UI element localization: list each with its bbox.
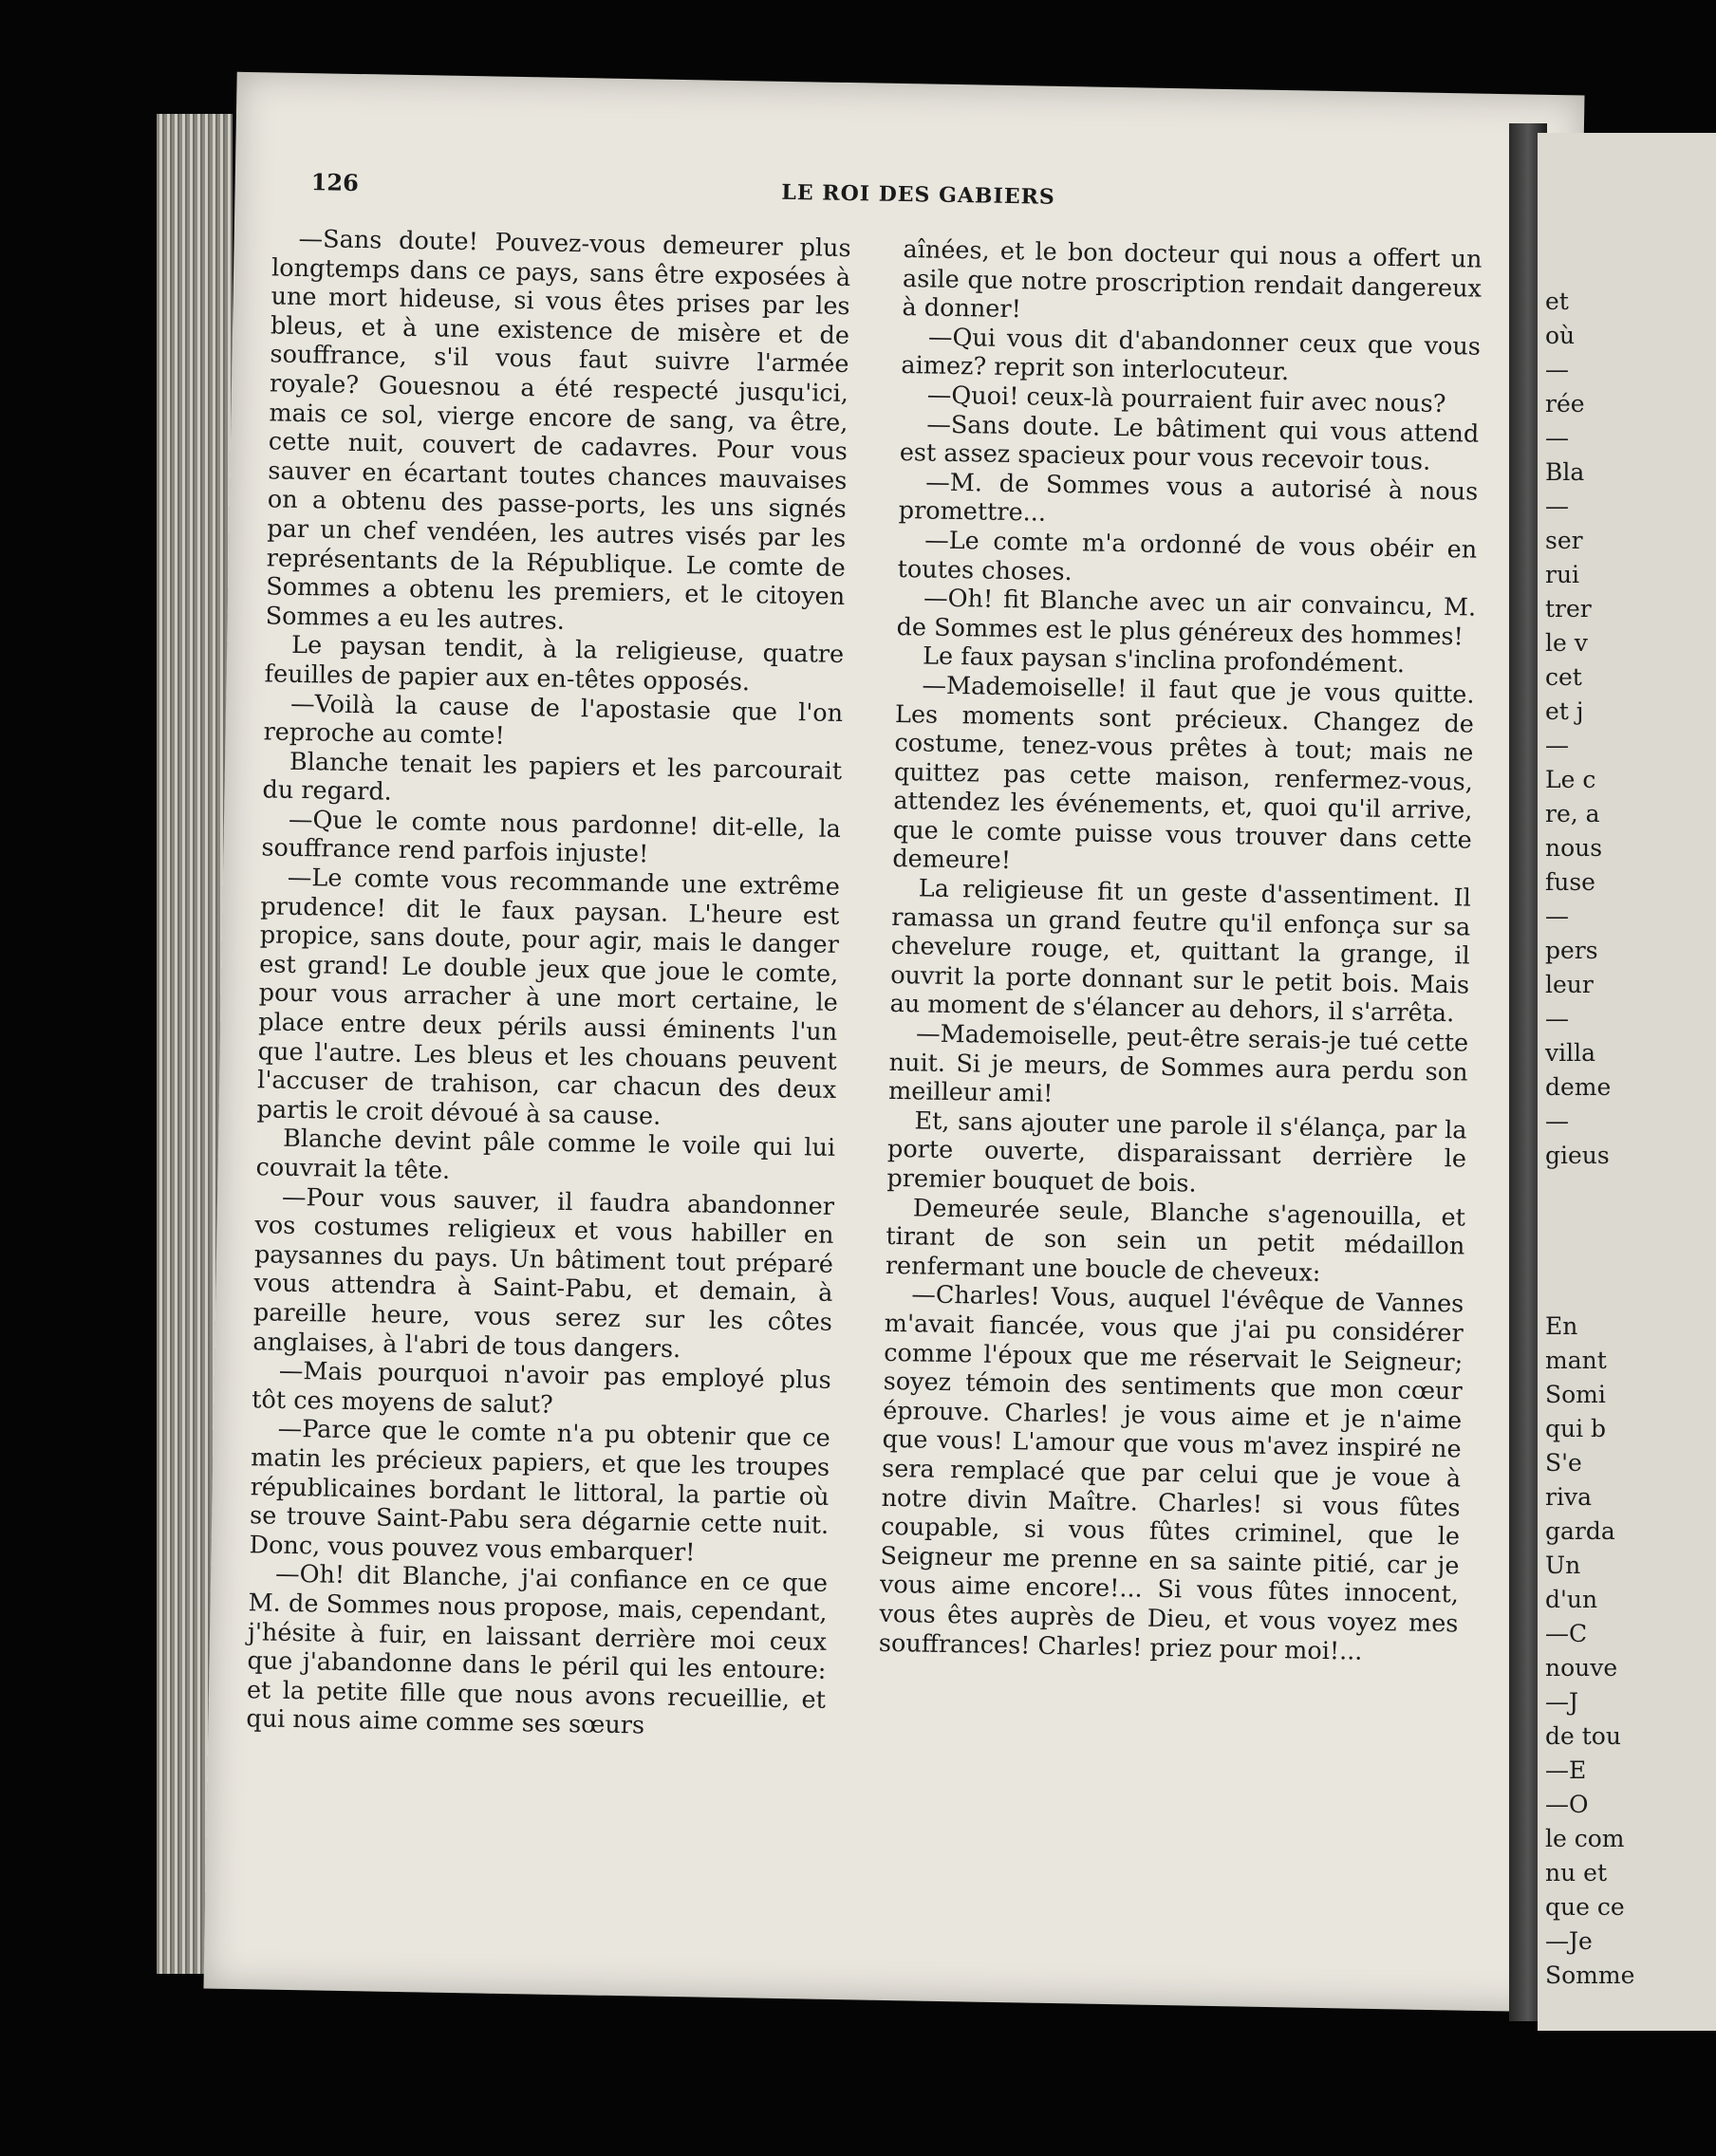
text-fragment: nous bbox=[1545, 834, 1603, 862]
page-number: 126 bbox=[310, 168, 360, 197]
paragraph: —Sans doute! Pouvez-vous demeurer plus longtemps dans ce pays, sans être exposées à une mort hideuse, si vous êtes prises par les bleus, et à une existence de misère et de souffrance, s'il vous faut suivre l'armée royale? Gouesnou a été respecté jusqu'ici, mais ce sol, vierge encore de sang, va être, cette nuit, couvert de cadavres. Pour vous sauver en écartant toutes chances mauvaises on a obtenu des passe-ports, les uns signés par un chef vendéen, les autres visés par les représentants de la République. Le comte de Sommes a obtenu les premiers, et le citoyen Sommes a eu les autres. bbox=[265, 224, 851, 636]
paragraph: aînées, et le bon docteur qui nous a offert un asile que notre proscription rendait dangereux à donner! bbox=[902, 235, 1483, 325]
running-title: LE ROI DES GABIERS bbox=[781, 179, 1055, 210]
text-fragment: S'e bbox=[1545, 1449, 1582, 1477]
text-fragment: et bbox=[1545, 288, 1569, 315]
right-text-column bbox=[879, 235, 1483, 1668]
text-fragment: d'un bbox=[1545, 1586, 1598, 1613]
paragraph: Et, sans ajouter une parole il s'élança, par la porte ouverte, disparaissant derrière le premier bouquet de bois. bbox=[886, 1106, 1467, 1199]
paragraph: —Que le comte nous pardonne! dit-elle, la souffrance rend parfois injuste! bbox=[261, 805, 842, 869]
text-fragment: garda bbox=[1545, 1517, 1615, 1545]
text-fragment: de tou bbox=[1545, 1722, 1621, 1750]
text-fragment: que ce bbox=[1545, 1893, 1625, 1921]
text-fragment: re, a bbox=[1545, 800, 1600, 827]
text-fragment: riva bbox=[1545, 1483, 1592, 1511]
paragraph: —Mademoiselle! il faut que je vous quitte. Les moments sont précieux. Changez de costume, tenez-vous prêtes à tout; mais ne quittez pas cette maison, renfermez-vous, attendez les événements, et, quoi qu'il arrive, que le comte puisse vous trouver dans cette demeure! bbox=[892, 671, 1475, 876]
text-fragment: qui b bbox=[1545, 1415, 1607, 1442]
text-fragment: cet bbox=[1545, 663, 1582, 691]
text-fragment: le com bbox=[1545, 1825, 1625, 1852]
text-fragment: Un bbox=[1545, 1552, 1581, 1579]
next-page-edge bbox=[1538, 133, 1716, 2031]
text-fragment: — bbox=[1545, 1005, 1569, 1032]
text-fragment: trer bbox=[1545, 595, 1592, 623]
text-fragment: —Je bbox=[1545, 1927, 1593, 1955]
text-fragment: — bbox=[1545, 424, 1569, 452]
paragraph: Le paysan tendit, à la religieuse, quatre feuilles de papier aux en-têtes opposés. bbox=[264, 631, 845, 697]
text-fragment: rui bbox=[1545, 561, 1580, 588]
text-fragment: — bbox=[1545, 493, 1569, 520]
text-fragment: nouve bbox=[1545, 1654, 1618, 1682]
text-fragment: rée bbox=[1545, 390, 1585, 418]
text-fragment: —E bbox=[1545, 1756, 1587, 1784]
text-fragment: villa bbox=[1545, 1039, 1596, 1067]
paragraph: Blanche devint pâle comme le voile qui lui couvrait la tête. bbox=[255, 1124, 836, 1185]
paragraph: —Charles! Vous, auquel l'évêque de Vannes m'avait fiancée, vous que j'ai pu considérer comme l'époux que me réservait le Seigneur; soyez témoin des sentiments que mon cœur éprouve. Charles! je vous aime et je n'aime que vous! L'amour que vous m'avez inspiré ne sera remplacé que par celui que je voue à notre divin Maître. Charles! si vous fûtes coupable, si vous fûtes criminel, que le Seigneur me prenne en sa sainte pitié, car je vous aime encore!... Si vous fûtes innocent, vous êtes auprès de Dieu, et vous voyez mes souffrances! Charles! priez pour moi!... bbox=[878, 1280, 1464, 1666]
next-page-fragments-top bbox=[1545, 285, 1716, 1173]
text-fragment: ser bbox=[1545, 527, 1583, 554]
paragraph: Blanche tenait les papiers et les parcourait du regard. bbox=[262, 747, 843, 808]
text-fragment: — bbox=[1545, 356, 1569, 383]
paragraph: Le faux paysan s'inclina profondément. bbox=[922, 641, 1406, 679]
text-fragment: deme bbox=[1545, 1073, 1612, 1101]
paragraph: —M. de Sommes vous a autorisé à nous promettre... bbox=[898, 468, 1479, 529]
paragraph: —Sans doute. Le bâtiment qui vous attend est assez spacieux pour vous recevoir tous. bbox=[899, 410, 1480, 476]
text-fragment: Bla bbox=[1545, 458, 1585, 486]
paragraph: —Pour vous sauver, il faudra abandonner vos costumes religieux et vous habiller en paysannes du pays. Un bâtiment tout préparé vous attendra à Saint-Pabu, et demain, à pareille heure, vous serez sur les côtes anglaises, à l'abri de tous dangers. bbox=[252, 1182, 835, 1364]
text-fragment: gieus bbox=[1545, 1142, 1610, 1169]
text-fragment: Somme bbox=[1545, 1961, 1635, 1989]
text-fragment: — bbox=[1545, 902, 1569, 930]
book-page bbox=[203, 72, 1584, 2012]
paragraph: —Oh! dit Blanche, j'ai confiance en ce que M. de Sommes nous propose, mais, cependant, j'hésite à fuir, en laissant derrière moi ceux que j'abandonne dans le péril qui les entoure: et la petite fille que nous avons recueillie, et qui nous aime comme ses sœurs bbox=[246, 1560, 829, 1740]
paragraph: —Qui vous dit d'abandonner ceux que vous aimez? reprit son interlocuteur. bbox=[901, 323, 1482, 387]
paragraph: —Mademoiselle, peut-être serais-je tué cette nuit. Si je meurs, de Sommes aura perdu son meilleur ami! bbox=[887, 1019, 1469, 1109]
text-fragment: et j bbox=[1545, 697, 1584, 725]
paragraph: La religieuse fit un geste d'assentiment. Il ramassa un grand feutre qu'il enfonça sur sa chevelure rouge, et, quittant la grange, il ouvrit la porte donnant sur le petit bois. Mais au moment de s'élancer au dehors, il s'arrêta. bbox=[889, 874, 1471, 1029]
text-fragment: pers bbox=[1545, 937, 1598, 964]
text-fragment: Le c bbox=[1545, 766, 1596, 793]
paragraph: —Le comte m'a ordonné de vous obéir en toutes choses. bbox=[897, 526, 1478, 586]
paragraph: —Le comte vous recommande une extrême prudence! dit le faux paysan. L'heure est propice, sans doute, pour agir, mais le danger est grand! Le double jeux que joue le comte, pour vous arracher à une mort certaine, le place entre deux périls aussi éminents l'un que l'autre. Les bleus et les chouans peuvent l'accuser de trahison, car chacun des deux partis le croit dévoué à sa cause. bbox=[256, 863, 841, 1131]
paragraph: —Oh! fit Blanche avec un air convaincu, M. de Sommes est le plus généreux des hommes! bbox=[896, 584, 1477, 652]
text-fragment: —C bbox=[1545, 1620, 1588, 1647]
text-fragment: — bbox=[1545, 1107, 1569, 1135]
paragraph: —Mais pourquoi n'avoir pas employé plus tôt ces moyens de salut? bbox=[252, 1356, 832, 1420]
text-fragment: —O bbox=[1545, 1791, 1589, 1818]
text-fragment: mant bbox=[1545, 1347, 1607, 1374]
text-fragment: le v bbox=[1545, 629, 1588, 657]
text-fragment: Somi bbox=[1545, 1381, 1606, 1408]
text-fragment: —J bbox=[1545, 1688, 1579, 1716]
paragraph: —Parce que le comte n'a pu obtenir que ce matin les précieux papiers, et que les troupes républicaines bordant le littoral, la partie où se trouve Saint-Pabu sera dégarnie cette nuit. Donc, vous pouvez vous embarquer! bbox=[249, 1415, 830, 1568]
text-fragment: fuse bbox=[1545, 868, 1595, 896]
paragraph: —Quoi! ceux-là pourraient fuir avec nous? bbox=[926, 381, 1446, 419]
text-fragment: En bbox=[1545, 1312, 1578, 1340]
paragraph: Demeurée seule, Blanche s'agenouilla, et tirant de son sein un petit médaillon renfermant une boucle de cheveux: bbox=[885, 1193, 1466, 1288]
next-page-fragments-bottom bbox=[1545, 1310, 1716, 1993]
text-fragment: — bbox=[1545, 732, 1569, 759]
page-header bbox=[310, 168, 1526, 227]
text-fragment: leur bbox=[1545, 971, 1594, 998]
text-fragment: nu et bbox=[1545, 1859, 1607, 1886]
paragraph: —Voilà la cause de l'apostasie que l'on reproche au comte! bbox=[263, 689, 844, 751]
text-fragment: où bbox=[1545, 322, 1576, 349]
left-text-column bbox=[246, 224, 851, 1743]
